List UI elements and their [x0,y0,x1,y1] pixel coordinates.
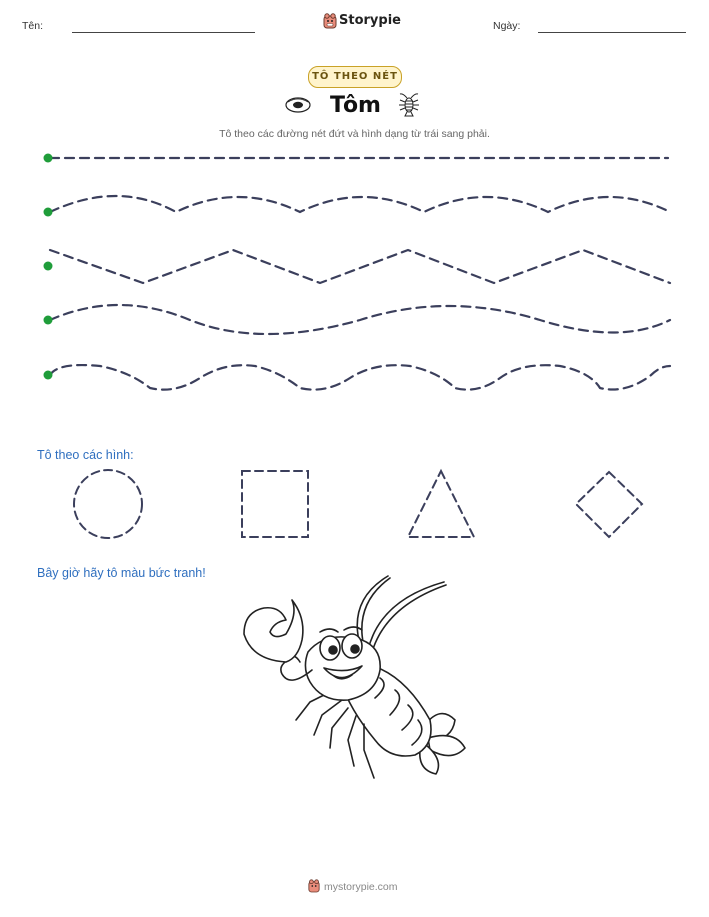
tracing-line-wave [50,196,670,212]
brand-name: Storypie [339,13,401,28]
tracing-line-bumps [50,365,670,390]
footer-logo-icon [308,879,320,893]
instruction-text: Tô theo các đường nét đứt và hình dạng từ trái sang phải. [219,128,490,140]
start-dot [44,262,53,271]
date-label: Ngày: [493,20,521,32]
start-dot [44,154,53,163]
tracing-line-curve [50,305,670,334]
shrimp-illustration [230,570,480,785]
shape-triangle [408,471,474,537]
name-line[interactable] [72,32,255,33]
shape-circle [74,470,142,538]
start-dot [44,316,53,325]
shape-square [242,471,308,537]
footer-url[interactable]: mystorypie.com [324,881,398,893]
plate-icon [285,96,311,114]
worksheet-title: Tôm [330,93,381,118]
activity-badge: TÔ THEO NÉT [308,66,402,88]
shrimp-icon [397,91,421,117]
tracing-line-zigzag [50,250,670,283]
tracing-lines [0,140,709,410]
shapes-section-label: Tô theo các hình: [37,448,134,462]
coloring-section-label: Bây giờ hãy tô màu bức tranh! [37,566,206,580]
start-dot [44,371,53,380]
shape-diamond [576,472,642,537]
storypie-logo-icon [323,13,337,29]
start-dot [44,208,53,217]
date-line[interactable] [538,32,686,33]
name-label: Tên: [22,20,44,32]
tracing-shapes [0,460,709,545]
